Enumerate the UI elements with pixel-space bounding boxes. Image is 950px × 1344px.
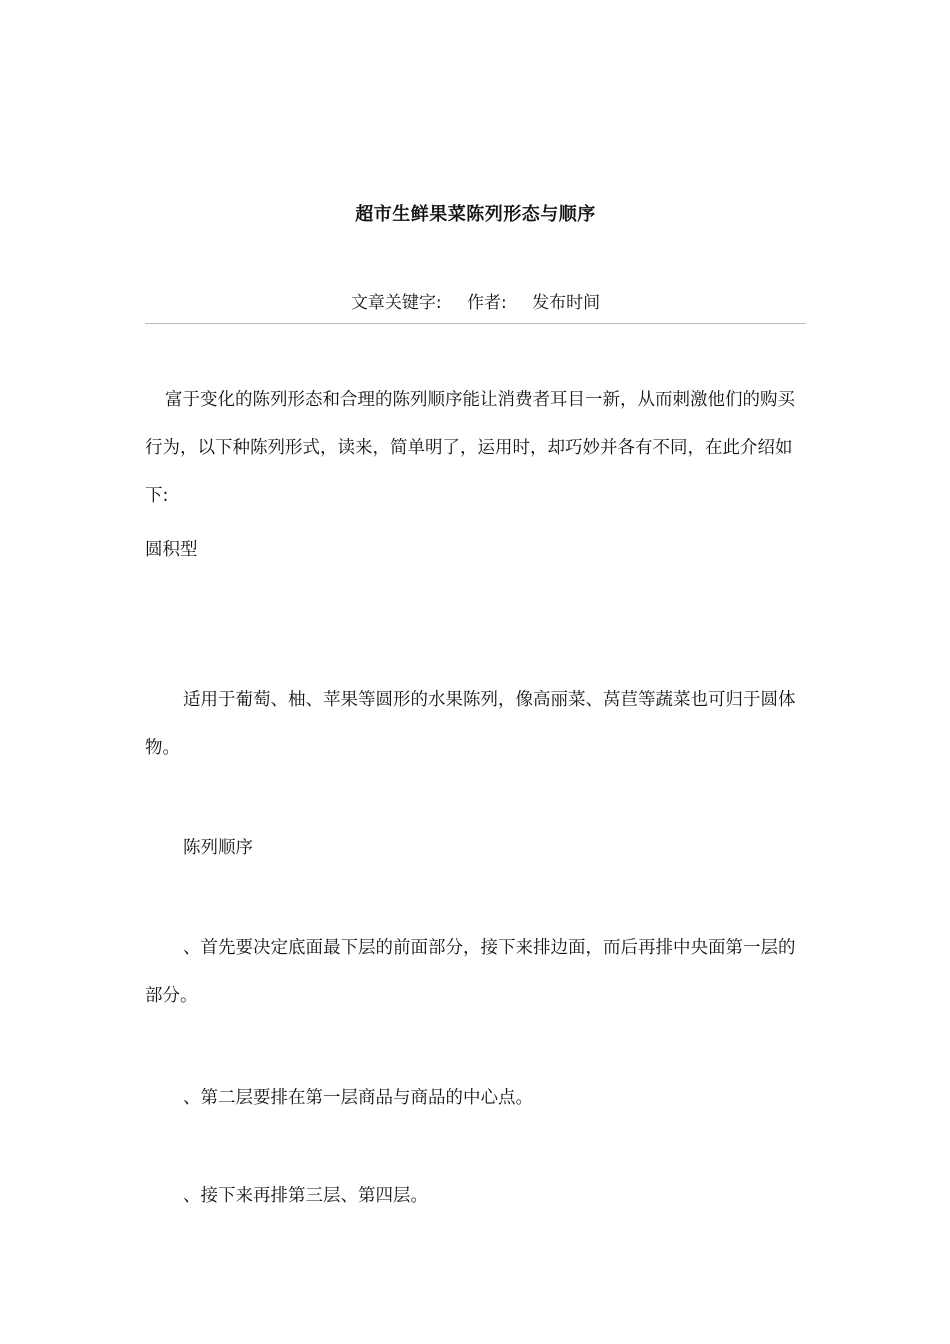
- article-meta: [145, 288, 806, 313]
- author-label: 作者:: [467, 293, 507, 313]
- published-label: 发布时间: [532, 293, 601, 313]
- document-title: 超市生鲜果菜陈列形态与顺序: [355, 204, 596, 226]
- intro-paragraph: 富于变化的陈列形态和合理的陈列顺序能让消费者耳目一新，从而刺激他们的购买行为，以下种陈列形式，读来，简单明了，运用时，却巧妙并各有不同，在此介绍如下:: [145, 390, 795, 506]
- usage-paragraph: 适用于葡萄、柚、苹果等圆形的水果陈列，像高丽菜、莴苣等蔬菜也可归于圆体物。: [145, 690, 796, 758]
- section-label: 圆积型: [145, 540, 198, 560]
- order-heading: 陈列顺序: [183, 838, 253, 858]
- step-paragraph: 、第二层要排在第一层商品与商品的中心点。: [183, 1088, 533, 1108]
- step-paragraph: 、接下来再排第三层、第四层。: [183, 1186, 428, 1206]
- header-divider: [145, 323, 806, 324]
- keywords-label: 文章关键字:: [350, 293, 442, 313]
- step-paragraph: 、首先要决定底面最下层的前面部分，接下来排边面，而后再排中央面第一层的部分。: [145, 938, 796, 1006]
